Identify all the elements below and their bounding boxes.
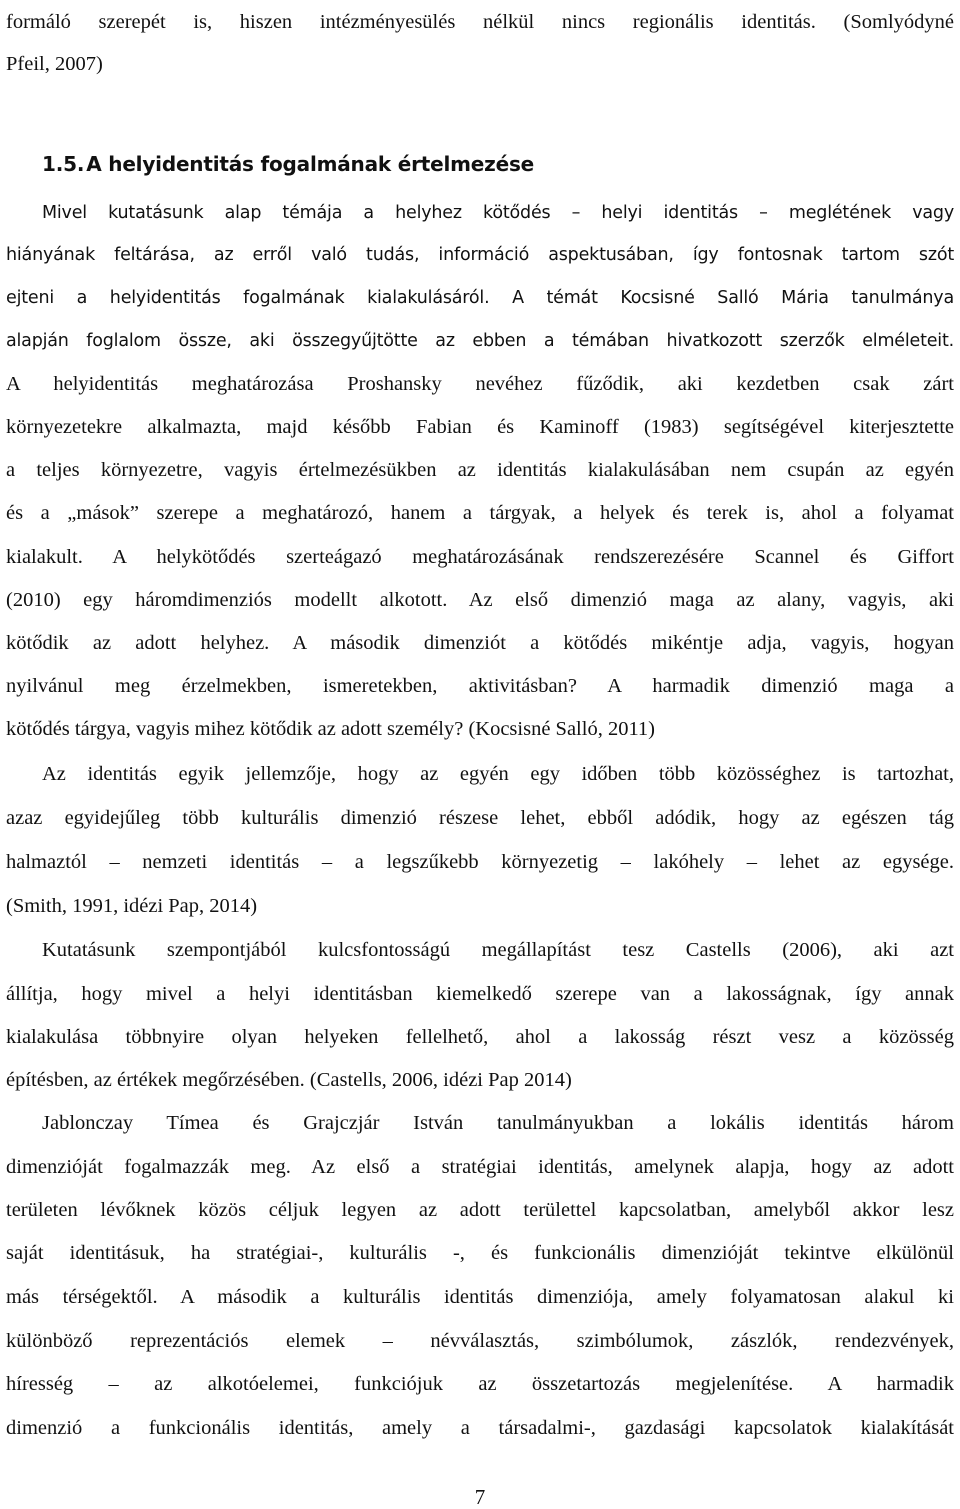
text-line: állítja, hogy mivel a helyi identitásban kiemelkedő szerepe van a lakosságnak, így annak [6,983,954,1005]
text-line: dimenzió a funkcionális identitás, amely a társadalmi-, gazdasági kapcsolatok kialakítását [6,1417,954,1439]
text-line: kialakult. A helykötődés szerteágazó meghatározásának rendszerezésére Scannel és Giffort [6,546,954,568]
text-line: területen lévőknek közös céljuk legyen az adott területtel kapcsolatban, amelyből akkor lesz [6,1199,954,1221]
text-line: (2010) egy háromdimenziós modellt alkotott. Az első dimenzió maga az alany, vagyis, aki [6,589,954,611]
text-line: és a „mások” szerepe a meghatározó, hanem a tárgyak, a helyek és terek is, ahol a folyamat [6,502,954,524]
text-line: formáló szerepét is, hiszen intézményesülés nélkül nincs regionális identitás. (Somlyódyné [6,11,954,33]
text-line: nyilvánul meg érzelmekben, ismeretekben, aktivitásban? A harmadik dimenzió maga a [6,675,954,697]
text-line: A helyidentitás meghatározása Proshansky nevéhez fűződik, aki kezdetben csak zárt [6,373,954,395]
text-line: hiányának feltárása, az erről való tudás, információ aspektusában, így fontosnak tartom szót [6,245,954,265]
text-line: híresség – az alkotóelemei, funkciójuk az összetartozás megjelenítése. A harmadik [6,1373,954,1395]
text-line: kötődik az adott helyhez. A második dimenziót a kötődés mikéntje adja, vagyis, hogyan [6,632,954,654]
text-line: (Smith, 1991, idézi Pap, 2014) [6,895,258,917]
section-number: 1.5. [42,152,85,176]
text-line: Mivel kutatásunk alap témája a helyhez kötődés – helyi identitás – meglétének vagy [42,203,954,223]
text-line: ejteni a helyidentitás fogalmának kialakulásáról. A témát Kocsisné Salló Mária tanulmánya [6,288,954,308]
text-line: Kutatásunk szempontjából kulcsfontosságú megállapítást tesz Castells (2006), aki azt [42,939,954,961]
text-line: kialakulása többnyire olyan helyeken fellelhető, ahol a lakosság részt vesz a közösség [6,1026,954,1048]
text-line: halmaztól – nemzeti identitás – a legszűkebb környezetig – lakóhely – lehet az egysége. [6,851,954,873]
text-line: kötődés tárgya, vagyis mihez kötődik az adott személy? (Kocsisné Salló, 2011) [6,718,656,740]
section-heading [42,151,534,177]
text-line: környezetekre alkalmazta, majd később Fabian és Kaminoff (1983) segítségével kiterjesztette [6,416,954,438]
text-line: a teljes környezetre, vagyis értelmezésükben az identitás kialakulásában nem csupán az egyén [6,459,954,481]
section-title: A helyidentitás fogalmának értelmezése [86,152,535,176]
text-line: Pfeil, 2007) [6,53,103,75]
text-line: alapján foglalom össze, aki összegyűjtötte az ebben a témában hivatkozott szerzők elméleteit. [6,331,954,351]
text-line: azaz egyidejűleg több kulturális dimenzió részese lehet, ebből adódik, hogy az egészen tág [6,807,954,829]
text-line: dimenzióját fogalmazzák meg. Az első a stratégiai identitás, amelynek alapja, hogy az adott [6,1156,954,1178]
text-line: Az identitás egyik jellemzője, hogy az egyén egy időben több közösséghez is tartozhat, [42,763,954,785]
text-line: építésben, az értékek megőrzésében. (Castells, 2006, idézi Pap 2014) [6,1069,572,1091]
text-line: saját identitásuk, ha stratégiai-, kulturális -, és funkcionális dimenzióját tekintve elkülönül [6,1242,954,1264]
text-line: különböző reprezentációs elemek – névválasztás, szimbólumok, zászlók, rendezvények, [6,1330,954,1352]
text-line: más térségektől. A második a kulturális identitás dimenziója, amely folyamatosan alakul ki [6,1286,954,1308]
page-number: 7 [474,1485,486,1509]
text-line: Jablonczay Tímea és Grajczjár István tanulmányukban a lokális identitás három [42,1112,954,1134]
